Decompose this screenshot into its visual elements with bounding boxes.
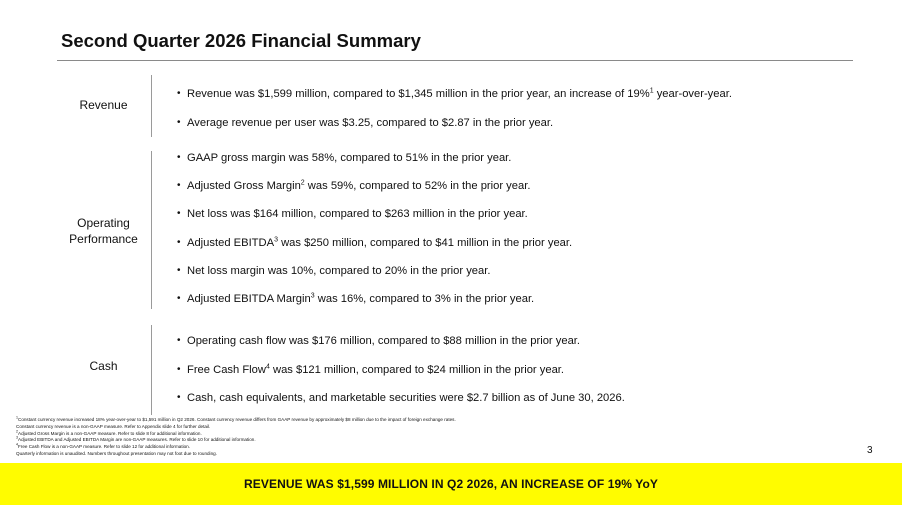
footnote-number: 1 <box>16 415 18 420</box>
bullet-text: Revenue was $1,599 million, compared to $1,345 million in the prior year, an increase of 19% <box>187 88 650 100</box>
footnote-text: Adjusted EBITDA and Adjusted EBITDA Margin are non-GAAP measures. Refer to slide 10 for additional information. <box>18 437 256 443</box>
footnote <box>16 451 456 458</box>
footnote-text: Quarterly information is unaudited. Numbers throughout presentation may not foot due to rounding. <box>16 450 217 456</box>
footnote-ref: 3 <box>274 235 278 243</box>
footnote <box>16 444 456 451</box>
bullet-list <box>177 151 572 306</box>
page-number: 3 <box>867 445 873 456</box>
footnote <box>16 417 456 424</box>
section-label-line: Cash <box>89 359 118 373</box>
footnote-text: Adjusted Gross Margin is a non-GAAP measure. Refer to slide 8 for additional information. <box>18 430 202 436</box>
footnote-ref: 4 <box>265 362 270 370</box>
banner-text: REVENUE WAS $1,599 MILLION IN Q2 2026, AN INCREASE OF 19% YoY <box>244 477 658 491</box>
section-label-line: Performance <box>69 232 138 246</box>
bullet-text-after: was 16%, compared to 3% in the prior year. <box>314 292 535 305</box>
bullet-text: GAAP gross margin was 58%, compared to 51% in the prior year. <box>187 152 512 164</box>
bullet-text: Cash, cash equivalents, and marketable securities were $2.7 billion as of June 30, 2026. <box>187 392 625 404</box>
footnote-number: 4 <box>16 442 18 447</box>
bullet-item <box>177 207 572 221</box>
bullet-text: Free Cash Flow <box>187 363 266 376</box>
bullet-text-after: year-over-year. <box>653 88 732 100</box>
page-title: Second Quarter 2026 Financial Summary <box>61 30 421 51</box>
bullet-list <box>177 334 625 405</box>
bullet-item <box>177 391 625 405</box>
footnotes <box>16 417 456 458</box>
bullet-item <box>177 236 572 250</box>
footnote-number: 3 <box>16 435 18 440</box>
bullet-item <box>177 363 625 377</box>
section-label <box>55 358 152 374</box>
bullet-item <box>177 151 572 165</box>
footnote-number: 2 <box>16 429 18 434</box>
bullet-item <box>177 264 572 278</box>
bullet-text-after: was 59%, compared to 52% in the prior year. <box>304 180 531 193</box>
bullet-text: Adjusted Gross Margin <box>187 180 301 193</box>
footnote-text: Free Cash Flow is a non-GAAP measure. Refer to slide 12 for additional information. <box>18 444 191 450</box>
bullet-text: Operating cash flow was $176 million, compared to $88 million in the prior year. <box>187 335 581 347</box>
title-divider <box>57 60 853 61</box>
footnote-ref: 1 <box>649 87 654 95</box>
bullet-text: Net loss margin was 10%, compared to 20% in the prior year. <box>187 264 491 277</box>
bullet-text: Net loss was $164 million, compared to $263 million in the prior year. <box>187 208 528 221</box>
bullet-list <box>177 87 732 130</box>
bullet-text: Adjusted EBITDA Margin <box>187 292 311 305</box>
bullet-text: Average revenue per user was $3.25, compared to $2.87 in the prior year. <box>187 117 554 129</box>
bullet-text-after: was $250 million, compared to $41 million in the prior year. <box>277 236 573 249</box>
section-label-line: Revenue <box>79 98 128 112</box>
section-label-line: Operating <box>77 216 130 230</box>
footnote-text: Constant currency revenue increased 18% year-over-year to $1,591 million in Q2 2026. Constant currency revenue differs from GAAP revenue by approximately $8 million due to the impact of foreign exchange rates. <box>18 417 456 422</box>
footnote-ref: 3 <box>310 292 315 300</box>
bullet-item <box>177 292 572 306</box>
bullet-item <box>177 116 732 130</box>
bullet-text: Adjusted EBITDA <box>187 236 275 249</box>
bullet-text-after: was $121 million, compared to $24 million in the prior year. <box>269 363 565 376</box>
bullet-item <box>177 179 572 193</box>
section-label <box>55 215 152 247</box>
footnote-text: Constant currency revenue is a non-GAAP measure. Refer to Appendix slide 4 for further detail. <box>16 423 211 429</box>
bullet-item <box>177 87 732 101</box>
bullet-item <box>177 334 625 348</box>
section-label <box>55 97 152 113</box>
footnote-ref: 2 <box>300 179 305 187</box>
highlight-banner <box>0 463 902 505</box>
